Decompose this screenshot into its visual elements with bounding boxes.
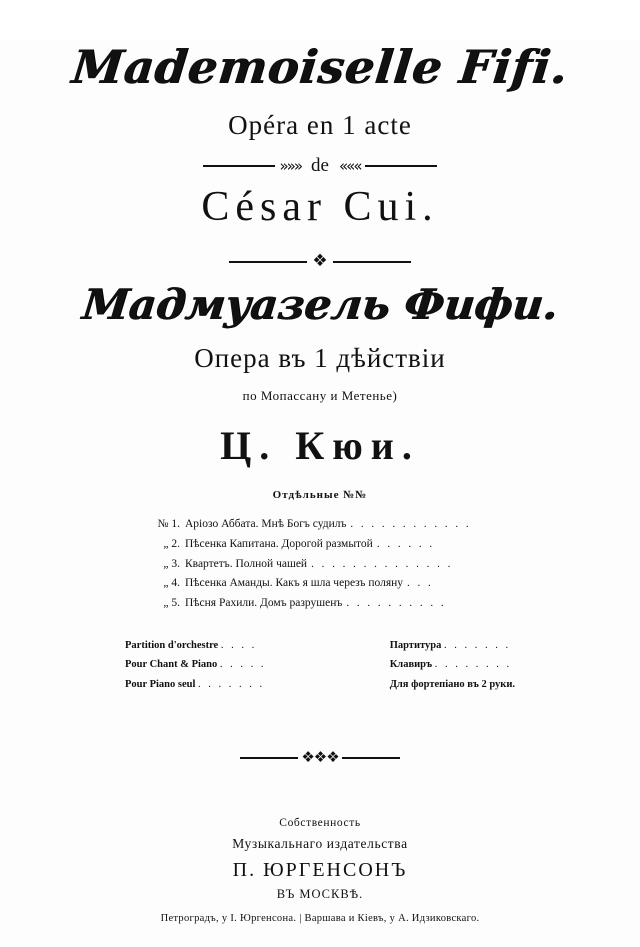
rule-left [229, 261, 307, 263]
list-item [150, 594, 490, 614]
list-item [150, 555, 490, 575]
rule-right [365, 165, 437, 167]
format-label: Для фортепiано въ 2 руки. [389, 678, 515, 690]
format-row [125, 655, 266, 674]
list-item-leader: . . . [407, 577, 434, 590]
page-title-russian: Мадмуазель Фифи. [79, 280, 561, 329]
page-title-latin: Mademoiselle Fifi. [69, 40, 571, 94]
composer-russian: Ц. Кюи. [220, 423, 420, 468]
diamond-ornament-icon: ❖❖❖ [301, 748, 339, 767]
rule-right [342, 757, 400, 759]
format-leader: . . . . . [219, 659, 267, 671]
list-item-number: „ 3. [163, 557, 180, 570]
list-item-leader: . . . . . . . . . . . . [350, 518, 472, 530]
piece-list [150, 515, 490, 614]
format-leader: . . . . . . . . [434, 659, 512, 671]
subtitle-latin: Opéra en 1 acte [228, 110, 412, 140]
list-item-number: „ 4. [163, 577, 180, 590]
rule-right [333, 261, 411, 263]
list-item [150, 515, 490, 535]
list-item-leader: . . . . . . [376, 537, 435, 550]
list-item-number: „ 2. [163, 537, 180, 550]
list-item-title: Пѣсня Рахили. Домъ разрушенъ [185, 597, 343, 610]
format-editions-block [125, 636, 515, 694]
list-item-title: Арiозо Аббата. Мнѣ Богъ судилъ [185, 518, 347, 530]
source-credit-russian: по Мопассану и Метенье) [242, 388, 398, 403]
list-item-leader: . . . . . . . . . . [346, 597, 447, 610]
list-item-title: Квартетъ. Полной чашей [185, 557, 308, 570]
list-item-title: Пѣсенка Аманды. Какъ я шла черезъ поляну [185, 577, 404, 590]
format-row [390, 636, 515, 655]
ornament-de-row [0, 155, 640, 177]
format-label: Partition d'orchestre [125, 639, 219, 651]
sheet-music-cover-page [0, 40, 640, 947]
format-label: Клавиръ [389, 659, 433, 671]
list-item-title: Пѣсенка Капитана. Дорогой размытой [185, 537, 373, 550]
arrows-left-icon: »»» [279, 156, 302, 175]
format-label: Pour Chant & Piano [125, 659, 218, 671]
imprint-city: ВЪ МОСКВѢ. [276, 887, 364, 902]
format-row [390, 655, 515, 674]
format-row [125, 636, 266, 655]
format-editions-french [125, 636, 266, 694]
imprint-publisher-name: П. ЮРГЕНСОНЪ [232, 859, 408, 882]
imprint-ownership: Собственность [279, 817, 361, 830]
diamond-ornament-icon: ❖ [312, 251, 328, 271]
imprint-publisher-type: Музыкальнаго издательства [232, 836, 408, 852]
list-item [150, 574, 490, 594]
imprint-agents: Петроградъ, у I. Юргенсона. | Варшава и Кiевъ, у А. Идзиковскаго. [160, 913, 480, 925]
ornament-divider-bottom [0, 750, 640, 765]
rule-left [203, 165, 275, 167]
publisher-imprint [0, 817, 640, 924]
list-item-leader: . . . . . . . . . . . . . . [311, 557, 453, 570]
arrows-right-icon: ««« [338, 156, 361, 175]
format-label: Pour Piano seul [125, 678, 196, 690]
format-leader: . . . . [220, 639, 257, 651]
format-editions-russian [390, 636, 515, 694]
format-leader: . . . . . . . [198, 678, 265, 690]
rule-left [240, 757, 298, 759]
list-item-number: „ 5. [163, 597, 180, 610]
section-label: Отдѣльные №№ [272, 489, 368, 501]
list-item [150, 535, 490, 555]
format-row [125, 675, 266, 694]
list-item-number: № 1. [157, 518, 180, 530]
format-label: Партитура [389, 639, 442, 651]
format-row [390, 675, 515, 694]
composer-latin: César Cui. [201, 184, 439, 230]
format-leader: . . . . . . . [444, 639, 511, 651]
ornament-divider-middle [0, 253, 640, 270]
subtitle-russian: Опера въ 1 дѣйствiи [194, 343, 446, 373]
byline-latin: de [311, 155, 329, 176]
